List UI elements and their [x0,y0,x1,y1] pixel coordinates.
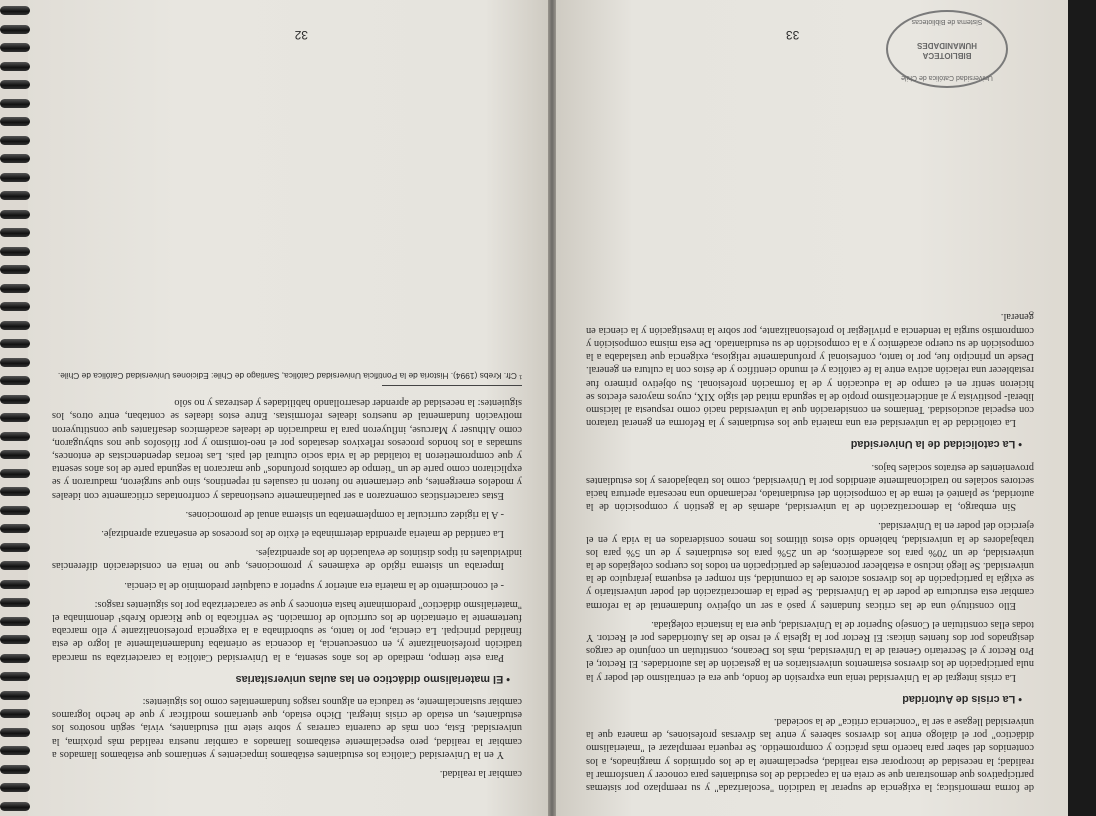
right-page [22,0,548,816]
binding-coil [0,506,30,515]
binding-coil [0,450,30,459]
paragraph: La crisis integral de la Universidad tenía una expresión de fondo, que era el centralismo del poder y la nula participación de los diversos estamentos universitarios en la gestación de las autoridades. El Rector, el Pro Rector y el Secretario General de la Universidad, más los Decanos, constituían un conjunto de cargos designados por dos fuentes únicas: El Rector por la Iglesia y el resto de las Autoridades por el Rector. Y todas ellas constituían el Consejo Superior de la Universidad, que era la instancia colegiada. [586,618,1034,683]
paragraph: Y en la Universidad Católica los estudiantes estábamos impacientes y sentíamos que estábamos llamados a cambiar la realidad, pero especialmente estábamos llamados a cambiar nuestra realidad más próxima, la universidad. Esta, con más de cuarenta carreras y sobre siete mil estudiantes, vivía, según nosotros los estudiantes, un estado de crisis integral. Dicho estado, que queríamos modificar y que de hecho logramos cambiar sustancialmente, se traducía en algunos rasgos fundamentales como los siguientes: [52,695,522,760]
binding-coil [0,802,30,811]
binding-coil [0,210,30,219]
stamp-ring-text: Sistema de Bibliotecas [911,18,983,25]
binding-coil [0,43,30,52]
paragraph: Sin embargo, la democratización de la universidad, además de la gestión y composición de la autoridad, se planteó el tema de la composición del estudiantado, reclamando una necesaria apertura hacia sectores sociales no tradicionalmente atendidos por la Universidad, como los trabajadores y los estudiantes provenientes de estratos sociales bajos. [586,461,1034,513]
paragraph: Ello constituyó una de las críticas fundantes y pasó a ser un objetivo fundamental de la reforma cambiar esta estructura de poder de la Universidad. Se pedía la democratización del poder universitario y se exigía la participación de los diversos actores de la comunidad, sin romper el esquema jerárquico de la universidad. Se llegó incluso a establecer porcentajes de participación en todos los cuerpos colegiados de la universidad, de un 70% para los académicos, de un 25% para los estudiantes y de un 5% para los trabajadores de la universidad, habiendo sido estos últimos los menos considerados en la vida y en el ejercicio del poder en la Universidad. [586,520,1034,611]
binding-coil [0,765,30,774]
binding-coil [0,6,30,15]
binding-coil [0,654,30,663]
list-item: - A la rigidez curricular la complementaba un sistema anual de promociones. [185,508,504,520]
binding-coil [0,284,30,293]
left-page [556,0,1068,816]
paragraph: La catolicidad de la universidad era una materia que los estudiantes y la Reforma en general trataron con especial acuciosidad. Teníamos en consideración que la universidad nació como respuesta al laicismo liberal- positivista y al anticlericalismo propio de la segunda mitad del siglo XIX, cuyos mayores efectos se hicieron sentir en el campo de la educación y de la formación profesional. Su objetivo primero fue restablecer una relación activa entre la fe católica y el mundo científico y de éstos con la cultura en general. Desde un principio fue, por lo tanto, confesional y profundamente religiosa, exigencia que trasladaba a la composición de su cuerpo académico y a la composición de su estudiantado. De esta misma composición y compromiso surgía la tendencia a privilegiar lo profesionalizante, por sobre la investigación y la ciencia en general. [586,311,1034,429]
binding-coil [0,598,30,607]
binding-coil [0,561,30,570]
list-item: Imperaba un sistema rígido de exámenes y promociones, que no tenía en consideración diferencias individuales ni tipos distintos de evaluación de los aprendizajes. [52,547,522,572]
paragraph: Para este tiempo, mediado de los años sesenta, a la Universidad Católica la caracterizaba su marcada tradición profesionalizante y, en consecuencia, la docencia se orientaba fundamentalmente al logro de esta finalidad principal. La ciencia, por lo tanto, se subordinaba a la exigencia profesionalizante y ello marcaba fuertemente la orientación de los currículo de formación. Se verificaba lo que Ricardo Krebs¹ denominaba el "materialismo didáctico" predominante hasta entonces y que se caracterizaba por los siguientes rasgos: [52,598,522,663]
binding-coil [0,487,30,496]
binding-coil [0,783,30,792]
stamp-ring-text: Universidad Católica de Chile [901,74,993,81]
list-item: - el conocimiento de la materia era anterior y superior a cualquier predominio de la ciencia. [124,579,504,591]
binding-coil [0,617,30,626]
library-stamp [886,10,1008,88]
binding-coil [0,191,30,200]
binding-coil [0,395,30,404]
binding-coil [0,432,30,441]
binding-coil [0,376,30,385]
binding-coil [0,469,30,478]
binding-coil [0,413,30,422]
paragraph: Estas características comenzaron a ser paulatinamente cuestionadas y confrontadas críticamente con ideales y modelos emergentes, que ciertamente no fueron ni casuales ni repentinos, sino que surgieron, maduraron y se explicitaron como parte de un "tiempo de cambios profundos" que marcaron la segunda parte de los años sesenta y que comprometieron la totalidad de la vida socio cultural del país. Las teorías dependencistas de entonces, sumadas a los hondos procesos reflexivos desatados por el neo-tomismo y por filósofos que nos subyugaron, como Althuser y Marcuse, influyeron para la maduración de ideales académicos desafiantes que constituyeron motivación fundamental de nuestros ideales reformistas. Entre estos ideales se contaban, entre otros, los siguientes: la necesidad de aprender desarrollando habilidades y destrezas y no sólo [52,397,522,501]
section-heading: • La crisis de Autoridad [586,692,1022,705]
binding-coil [0,228,30,237]
binding-coil [0,80,30,89]
binding-coil [0,247,30,256]
section-heading: • La catolicidad de la Universidad [586,437,1022,450]
binding-coil [0,339,30,348]
binding-coil [0,543,30,552]
binding-coil [0,302,30,311]
binding-coil [0,25,30,34]
binding-coil [0,672,30,681]
binding-coil [0,321,30,330]
spiral-binding [0,0,28,816]
binding-coil [0,154,30,163]
paragraph: de forma memorística; la exigencia de superar la tradición "escolarizada" y su reemplazo por sistemas participativos que demostraran que se creía en la capacidad de los estudiantes para conocer y transformar la realidad; la necesidad de incorporar esta realidad, especialmente la de los oprimidos y marginados, a los contenidos del saber para hacerlo más práctico y comprometido. Se requería reemplazar el "materialismo didáctico" por el diálogo entre los diversos saberes y entre las diversas profesiones, de manera que la universidad llegase a ser la "conciencia crítica" de la sociedad. [586,715,1034,793]
footnote: ¹ Cfr. Krebs (1994). Historia de la Pontificia Universidad Católica, Santiago de Chile: Ediciones Universidad Católica de Chile. [57,370,522,381]
section-heading: • El materialismo didáctico en las aulas universitarias [52,672,510,685]
binding-coil [0,62,30,71]
paragraph: cambiar la realidad. [439,768,522,779]
binding-coil [0,265,30,274]
page-number: 33 [786,28,800,43]
footnote-rule [382,385,522,386]
list-item: La cantidad de materia aprendida determinaba el éxito de los procesos de enseñanza aprendizaje. [101,527,504,539]
book-spine [548,0,556,816]
binding-coil [0,99,30,108]
binding-coil [0,358,30,367]
binding-coil [0,136,30,145]
binding-coil [0,746,30,755]
page-number: 32 [294,28,308,43]
binding-coil [0,117,30,126]
stamp-center-text: BIBLIOTECA HUMANIDADES [917,41,977,60]
binding-coil [0,691,30,700]
binding-coil [0,728,30,737]
binding-coil [0,709,30,718]
binding-coil [0,635,30,644]
binding-coil [0,580,30,589]
binding-coil [0,524,30,533]
binding-coil [0,173,30,182]
